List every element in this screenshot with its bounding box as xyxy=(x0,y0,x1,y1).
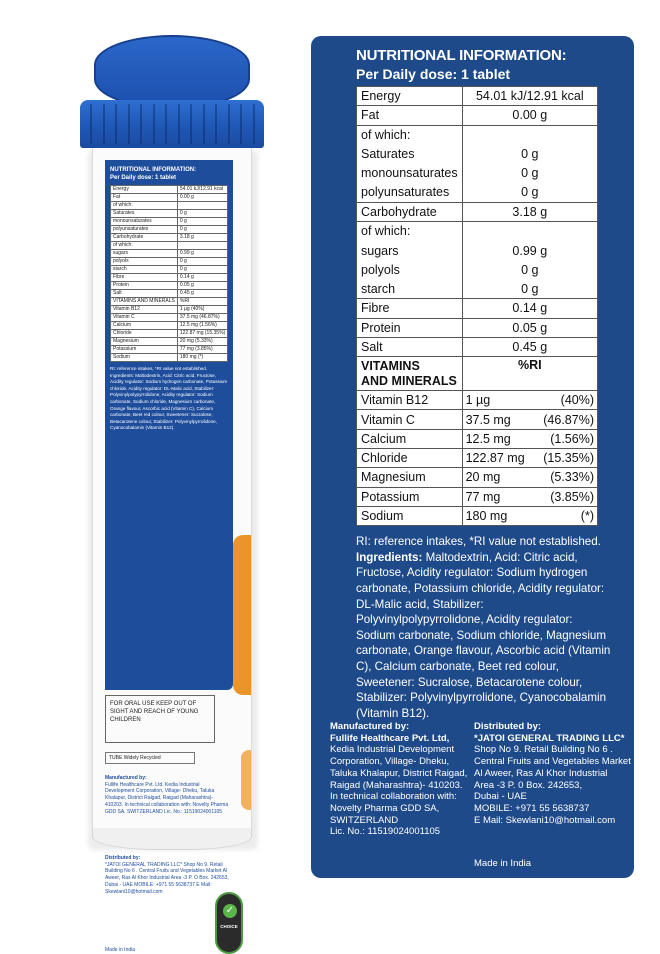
mini-table-row xyxy=(111,330,228,338)
nutrient-name: polyunsaturates xyxy=(357,183,463,202)
cap-top xyxy=(94,35,250,109)
vitamin-amount: 20 mg xyxy=(465,470,501,485)
mini-cell-value: 0.00 g xyxy=(177,194,227,202)
ri-note: RI: reference intakes, *RI value not established. xyxy=(356,535,601,549)
vitamin-amount: 1 µg xyxy=(465,393,491,408)
vitamins-header-line2: AND MINERALS xyxy=(361,373,457,388)
vitamin-amount-cell xyxy=(462,391,597,410)
mini-cell-name: Protein xyxy=(111,282,178,290)
table-row xyxy=(357,299,598,318)
nutrition-panel xyxy=(311,36,634,878)
check-icon: ✓ xyxy=(223,904,237,918)
cap-ridge xyxy=(103,104,105,144)
vitamin-ri: (5.33%) xyxy=(550,470,594,485)
mini-cell-name: Carbohydrate xyxy=(111,234,178,242)
vitamin-row xyxy=(357,468,598,487)
mini-cell-value xyxy=(177,202,227,210)
mini-cell-value: 0 g xyxy=(177,210,227,218)
table-row xyxy=(357,183,598,202)
vitamin-ri: (15.35%) xyxy=(543,451,594,466)
product-tube xyxy=(80,0,270,953)
vitamins-header-line1: VITAMINS xyxy=(361,358,420,373)
vitamin-amount-cell xyxy=(462,487,597,506)
orange-band xyxy=(233,535,251,695)
distributor-line: Central Fruits and Vegetables Market xyxy=(474,756,631,768)
mini-table-row xyxy=(111,194,228,202)
nutrient-name: starch xyxy=(357,279,463,298)
mini-distributor xyxy=(105,855,230,895)
vitamin-row xyxy=(357,506,598,525)
made-in-label: Made in India xyxy=(474,858,532,869)
mini-cell-value: 0.99 g xyxy=(177,250,227,258)
vitamin-row xyxy=(357,487,598,506)
nutrient-name: of which: xyxy=(357,222,463,241)
orange-band-lower xyxy=(241,750,251,810)
mini-table-row xyxy=(111,266,228,274)
mini-table-row xyxy=(111,314,228,322)
mini-cell-value: 0 g xyxy=(177,266,227,274)
ingredients xyxy=(356,550,614,722)
mini-cell-name: polyols xyxy=(111,258,178,266)
cap-ridge xyxy=(240,104,242,144)
mini-cell-name: Fibre xyxy=(111,274,178,282)
mini-cell-name: starch xyxy=(111,266,178,274)
mini-table-row xyxy=(111,290,228,298)
distributor-line: Al Aweer, Ras Al Khor Industrial xyxy=(474,767,608,779)
vitamin-amount: 12.5 mg xyxy=(465,431,511,446)
vitamin-name: Vitamin B12 xyxy=(357,391,463,410)
table-row xyxy=(357,106,598,125)
ingredients-text: Maltodextrin, Acid: Citric acid, Fructose, Acidity regulator: Sodium hydrogen carbonate, Potassium chloride, Acidity regulator: DL-Malic acid, Stabilizer: Polyvinylpolypyrrolidone, Acidity regulator: Sodium carbonate, Sodium chloride, Magnesium carbonate, Orange flavour, Ascorbic acid (Vitamin C), Calcium carbonate, Beet red colour, Sweetener: Sucralose, Betacarotene colour, Stabilizer: Polyvinylpyrrolidone, Cyanocobalamin (Vitamin B12). xyxy=(356,550,611,720)
cap-ridge xyxy=(128,104,130,144)
nutrient-value xyxy=(462,125,597,144)
distributor-line: Shop No 9. Retail Building No 6 . xyxy=(474,744,613,756)
manufacturer-line: Raigad (Maharashtra)- 410203. xyxy=(330,779,463,791)
cap-ridge xyxy=(215,104,217,144)
vitamin-amount: 180 mg xyxy=(465,509,508,524)
nutrient-name: Fat xyxy=(357,106,463,125)
mini-cell-value xyxy=(177,242,227,250)
nutrient-value: 0.99 g xyxy=(462,241,597,260)
distributor-line: MOBILE: +971 55 5638737 xyxy=(474,802,590,814)
nutrient-name: polyols xyxy=(357,260,463,279)
table-row xyxy=(357,318,598,337)
mini-table-row xyxy=(111,202,228,210)
mini-table-row xyxy=(111,234,228,242)
mini-table-row xyxy=(111,354,228,362)
mini-cell-name: sugars xyxy=(111,250,178,258)
panel-subtitle: Per Daily dose: 1 tablet xyxy=(356,66,511,82)
mini-cell-value: 37.5 mg (46.87%) xyxy=(177,314,227,322)
vitamin-amount-wrap xyxy=(466,507,594,525)
mini-subtitle: Per Daily dose: 1 tablet xyxy=(110,175,177,181)
nutrient-value: 0.05 g xyxy=(462,318,597,337)
vitamin-amount-cell xyxy=(462,449,597,468)
vitamin-name: Chloride xyxy=(357,449,463,468)
manufacturer-heading: Manufactured by: xyxy=(330,721,410,732)
vitamin-amount-wrap xyxy=(466,391,594,409)
mini-table-row xyxy=(111,274,228,282)
mini-cell-name: polyunsaturates xyxy=(111,226,178,234)
table-row xyxy=(357,241,598,260)
mini-title: NUTRITIONAL INFORMATION: xyxy=(110,167,197,173)
vitamin-ri: (1.56%) xyxy=(550,431,594,446)
mini-cell-name: Potassium xyxy=(111,346,178,354)
nutrient-value: 0 g xyxy=(462,260,597,279)
mini-cell-name: Chloride xyxy=(111,330,178,338)
tube-bottom xyxy=(92,828,252,850)
vitamins-header-row xyxy=(357,357,598,391)
mini-cell-value: 0 g xyxy=(177,226,227,234)
mini-cell-name: Energy xyxy=(111,186,178,194)
table-row xyxy=(357,222,598,241)
vitamin-amount-cell xyxy=(462,468,597,487)
mini-cell-name: Salt xyxy=(111,290,178,298)
vitamin-ri: (*) xyxy=(580,509,594,524)
vitamin-amount: 77 mg xyxy=(465,489,501,504)
nutrient-name: Carbohydrate xyxy=(357,202,463,221)
nutrient-value: 0 g xyxy=(462,144,597,163)
mini-cell-name: Sodium xyxy=(111,354,178,362)
mini-cell-value: 3.18 g xyxy=(177,234,227,242)
cap-ridge xyxy=(253,104,255,144)
mini-warning: FOR ORAL USE KEEP OUT OF SIGHT AND REACH OF YOUNG CHILDREN xyxy=(105,695,215,743)
tube-body xyxy=(92,140,252,953)
ri-header: %RI xyxy=(462,357,597,391)
cap-ridge xyxy=(178,104,180,144)
vitamin-amount-cell xyxy=(462,506,597,525)
mini-table-row xyxy=(111,322,228,330)
cap-ridge xyxy=(203,104,205,144)
mini-cell-value: 20 mg (5.33%) xyxy=(177,338,227,346)
mini-cell-value: 0 g xyxy=(177,218,227,226)
mini-table-row xyxy=(111,298,228,306)
mini-cell-value: 0.45 g xyxy=(177,290,227,298)
mini-cell-value: 0 g xyxy=(177,258,227,266)
mini-cell-value: 180 mg (*) xyxy=(177,354,227,362)
mini-cell-name: VITAMINS AND MINERALS xyxy=(111,298,178,306)
mini-cell-value: %RI xyxy=(177,298,227,306)
vitamins-header xyxy=(357,357,463,391)
nutrient-value: 0 g xyxy=(462,164,597,183)
mini-dist-heading: Distributed by: xyxy=(105,855,141,861)
manufacturer-line: In technical collaboration with: xyxy=(330,791,457,803)
mini-manufacturer xyxy=(105,775,230,815)
vitamin-row xyxy=(357,449,598,468)
cap-ridge xyxy=(140,104,142,144)
nutrient-value: 0.45 g xyxy=(462,337,597,356)
vitamin-amount-wrap xyxy=(466,449,594,467)
mini-cell-value: 0.05 g xyxy=(177,282,227,290)
badge-text: CHOICE xyxy=(220,924,238,929)
mini-table-row xyxy=(111,186,228,194)
manufacturer-line: Kedia Industrial Development xyxy=(330,744,455,756)
manufacturer-line: Lic. No.: 11519024001105 xyxy=(330,826,441,838)
nutrient-name: sugars xyxy=(357,241,463,260)
vitamin-name: Calcium xyxy=(357,429,463,448)
nutrition-table xyxy=(356,86,598,526)
mini-mfg-heading: Manufactured by: xyxy=(105,775,147,781)
nutrient-value: 3.18 g xyxy=(462,202,597,221)
table-row xyxy=(357,279,598,298)
vitamin-row xyxy=(357,391,598,410)
mini-cell-value: 122.87 mg (15.35%) xyxy=(177,330,227,338)
table-row xyxy=(357,144,598,163)
mini-nutrition-table xyxy=(110,185,228,362)
mini-table-row xyxy=(111,346,228,354)
nutrient-value: 0.14 g xyxy=(462,299,597,318)
manufacturer-line: Corporation, Village- Dheku, xyxy=(330,756,450,768)
mini-made-in: Made in India xyxy=(105,947,136,953)
nutrient-value: 54.01 kJ/12.91 kcal xyxy=(462,87,597,106)
distributor-block xyxy=(474,721,634,826)
cap-ridge xyxy=(165,104,167,144)
cap-ridge xyxy=(153,104,155,144)
mini-cell-name: Calcium xyxy=(111,322,178,330)
vitamin-amount-wrap xyxy=(466,488,594,506)
manufacturer-line: SWITZERLAND xyxy=(330,814,399,826)
mini-cell-value: 77 mg (3.85%) xyxy=(177,346,227,354)
vitamin-name: Potassium xyxy=(357,487,463,506)
nutrient-name: monounsaturates xyxy=(357,164,463,183)
vitamin-amount-cell xyxy=(462,410,597,429)
mini-cell-value: 0.14 g xyxy=(177,274,227,282)
mini-ingredients: RI: reference intakes, *RI value not established. Ingredients: Maltodextrin, Acid: Citric acid, Fructose, Acidity regulator: Sodium hydrogen carbonate, Potassium chloride, Acidity regulator: DL-Malic acid, Stabilizer: Polyvinylpolypyrrolidone, Acidity regulator: Sodium carbonate, Sodium chloride, Magnesium carbonate, Orange flavour, Ascorbic acid (Vitamin C), Calcium carbonate, Beet red colour, Sweetener: Sucralose, Betacarotene colour, Stabilizer: Polyvinylpyrrolidone, Cyanocobalamin (Vitamin B12). xyxy=(110,366,228,431)
mini-mfg-text: Fullife Healthcare Pvt. Ltd. Kedia Industrial Development Corporation, Village- Dheku, Taluka Khalapur, District Raigad, Raigad (Maharashtra)- 410203. In technical collaboration with: Novelty Pharma GDD SA, SWITZERLAND Lic. No.: 11519024001105 xyxy=(105,781,229,815)
panel-title: NUTRITIONAL INFORMATION: xyxy=(356,47,567,64)
mini-table-row xyxy=(111,306,228,314)
mini-table-row xyxy=(111,282,228,290)
mini-nutrition-panel xyxy=(105,160,233,690)
mini-cell-name: of which: xyxy=(111,202,178,210)
nutrient-name: Energy xyxy=(357,87,463,106)
ingredients-label: Ingredients: xyxy=(356,550,423,564)
table-row xyxy=(357,260,598,279)
mini-table-row xyxy=(111,250,228,258)
mini-cell-name: Fat xyxy=(111,194,178,202)
mini-cell-value: 54.01 kJ/12.91 kcal xyxy=(177,186,227,194)
nutrient-value: 0 g xyxy=(462,279,597,298)
vitamin-row xyxy=(357,429,598,448)
nutrient-name: Saturates xyxy=(357,144,463,163)
mini-cell-value: 1 µg (40%) xyxy=(177,306,227,314)
mini-table-row xyxy=(111,210,228,218)
distributor-line: Dubai - UAE xyxy=(474,791,527,803)
table-row xyxy=(357,164,598,183)
vitamin-amount-wrap xyxy=(466,430,594,448)
mini-table-row xyxy=(111,218,228,226)
cap-ridge xyxy=(228,104,230,144)
table-row xyxy=(357,337,598,356)
vitamin-name: Sodium xyxy=(357,506,463,525)
cap-ridge xyxy=(115,104,117,144)
mini-table-row xyxy=(111,338,228,346)
manufacturer-block xyxy=(330,721,470,838)
table-row xyxy=(357,202,598,221)
mini-cell-value: 12.5 mg (1.56%) xyxy=(177,322,227,330)
choice-badge xyxy=(215,892,243,954)
vitamin-amount: 37.5 mg xyxy=(465,412,511,427)
distributor-name: *JATOI GENERAL TRADING LLC* xyxy=(474,732,625,744)
nutrient-value: 0 g xyxy=(462,183,597,202)
distributor-line: Area -3 P. 0 Box. 242653, xyxy=(474,779,583,791)
tube-cap xyxy=(80,100,264,148)
nutrient-name: Fibre xyxy=(357,299,463,318)
mini-cell-name: Vitamin C xyxy=(111,314,178,322)
vitamin-name: Vitamin C xyxy=(357,410,463,429)
nutrient-value xyxy=(462,222,597,241)
vitamin-name: Magnesium xyxy=(357,468,463,487)
mini-table-row xyxy=(111,258,228,266)
manufacturer-name: Fullife Healthcare Pvt. Ltd, xyxy=(330,732,450,744)
vitamin-row xyxy=(357,410,598,429)
mini-cell-name: Magnesium xyxy=(111,338,178,346)
vitamin-ri: (3.85%) xyxy=(550,489,594,504)
distributor-line: E Mail: Skewlani10@hotmail.com xyxy=(474,814,616,826)
mini-cell-name: Vitamin B12 xyxy=(111,306,178,314)
nutrient-name: of which: xyxy=(357,125,463,144)
vitamin-amount-wrap xyxy=(466,411,594,429)
manufacturer-line: Taluka Khalapur, District Raigad, xyxy=(330,767,468,779)
mini-cell-name: of which: xyxy=(111,242,178,250)
mini-cell-name: monounsaturates xyxy=(111,218,178,226)
vitamin-ri: (40%) xyxy=(560,393,594,408)
mini-table-row xyxy=(111,226,228,234)
cap-ridge xyxy=(90,104,92,144)
mini-table-row xyxy=(111,242,228,250)
manufacturer-line: Novelty Pharma GDD SA, xyxy=(330,802,440,814)
cap-ridge xyxy=(190,104,192,144)
vitamin-amount-cell xyxy=(462,429,597,448)
vitamin-amount-wrap xyxy=(466,468,594,486)
vitamin-amount: 122.87 mg xyxy=(465,451,525,466)
mini-dist-text: *JATOI GENERAL TRADING LLC* Shop No 9. Retail Building No 6 . Central Fruits and Vegetables Market Al Aweer, Ras Al Khor Industrial Area -3 P. O Box. 242653, Dubai - UAE MOBILE: +971 55 5638737 E Mail: Skewlani10@hotmail.com xyxy=(105,861,229,895)
nutrient-name: Salt xyxy=(357,337,463,356)
distributor-heading: Distributed by: xyxy=(474,721,542,732)
table-row xyxy=(357,87,598,106)
mini-cell-name: Saturates xyxy=(111,210,178,218)
nutrient-value: 0.00 g xyxy=(462,106,597,125)
vitamin-ri: (46.87%) xyxy=(543,412,594,427)
nutrient-name: Protein xyxy=(357,318,463,337)
table-row xyxy=(357,125,598,144)
mini-recycle-label: TUBE Widely Recycled xyxy=(105,752,195,764)
